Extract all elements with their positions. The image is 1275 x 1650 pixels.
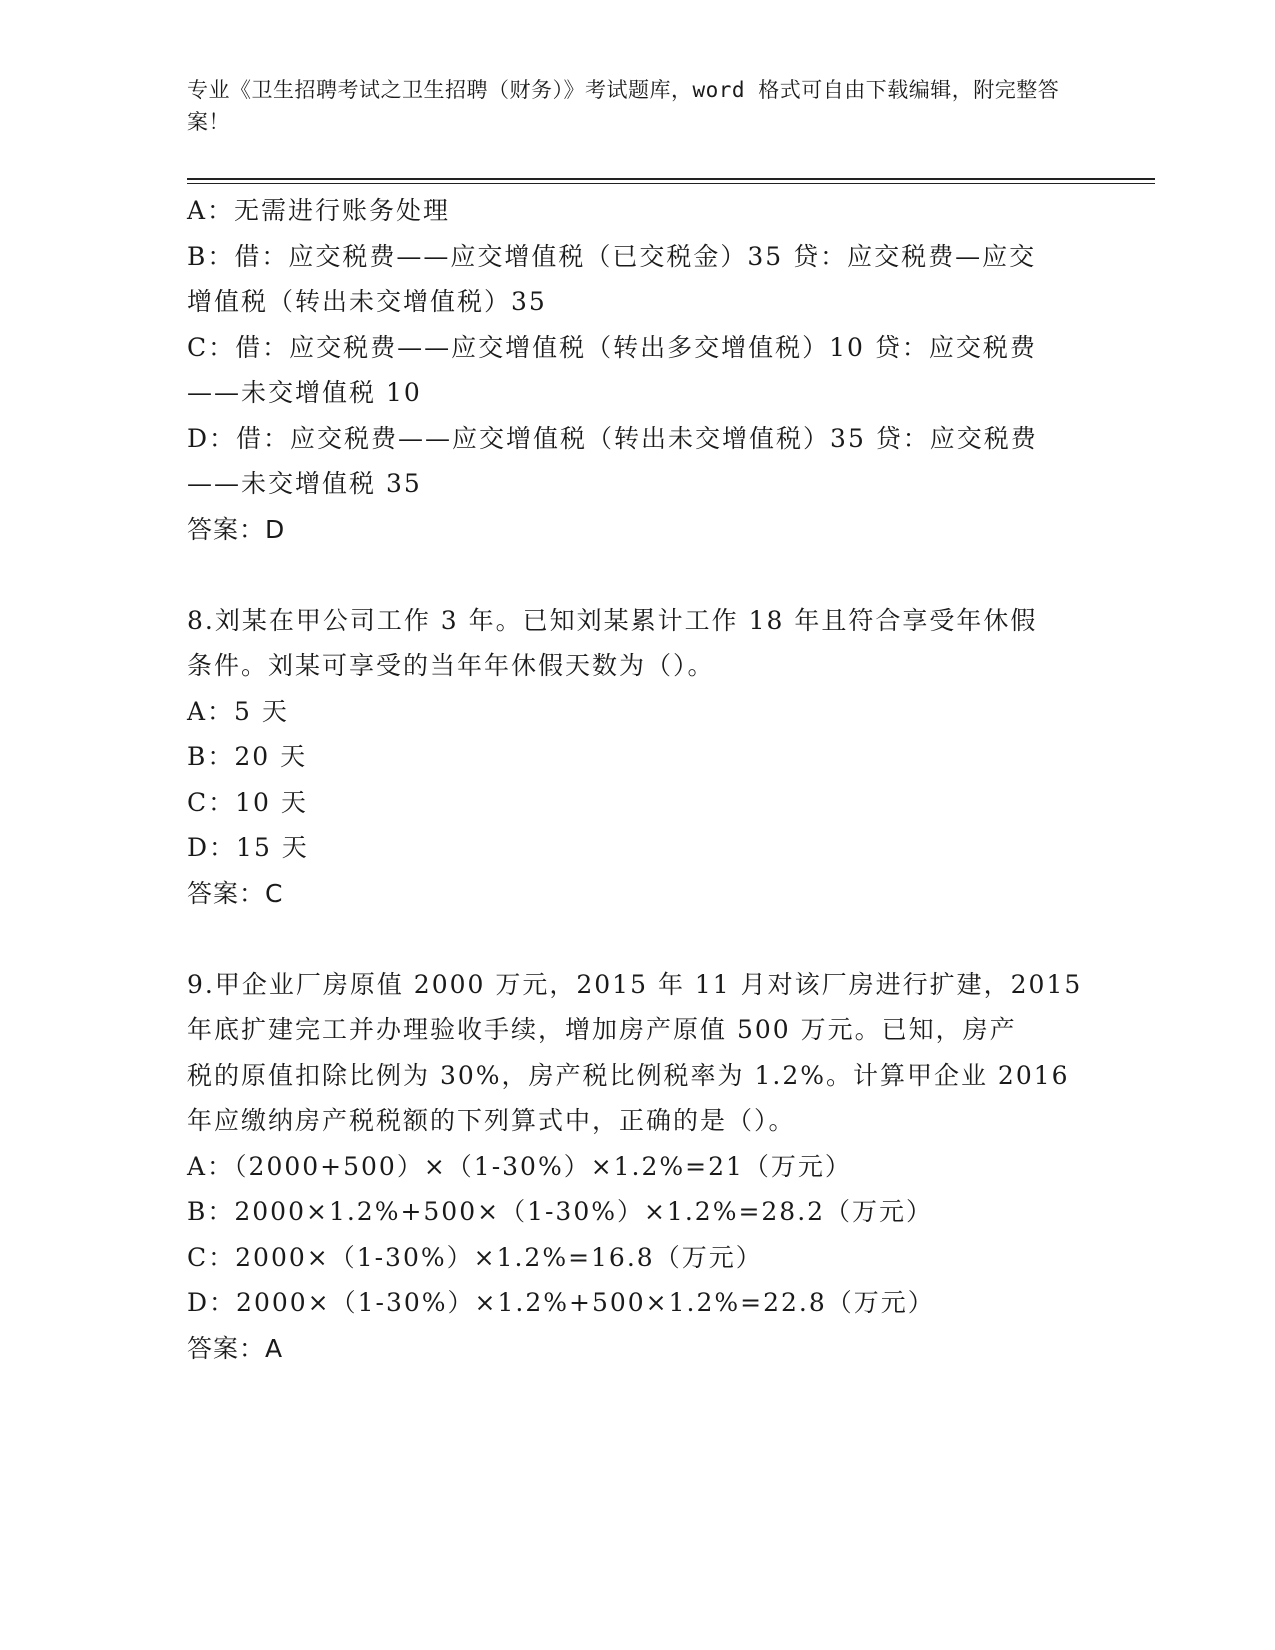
q7-option-b-line1: B：借：应交税费——应交增值税（已交税金）35 贷：应交税费—应交 [187, 241, 1037, 271]
q9-stem-line2: 年底扩建完工并办理验收手续，增加房产原值 500 万元。已知，房产 [187, 1015, 1017, 1044]
q7-option-c-line2: ——未交增值税 10 [187, 378, 422, 407]
q9-option-d: D：2000×（1-30%）×1.2%+500×1.2%=22.8（万元） [187, 1288, 935, 1317]
q9-option-a: A：（2000+500）×（1-30%）×1.2%=21（万元） [187, 1151, 852, 1181]
q7-option-d-line1: D：借：应交税费——应交增值税（转出未交增值税）35 贷：应交税费 [187, 423, 1038, 453]
q8-option-d: D：15 天 [187, 833, 309, 862]
q8-option-b: B：20 天 [187, 742, 308, 771]
q8-option-a: A：5 天 [187, 696, 289, 726]
q7-option-a: A：无需进行账务处理 [187, 196, 451, 225]
q7-option-c-line1: C：借：应交税费——应交增值税（转出多交增值税）10 贷：应交税费 [187, 332, 1037, 362]
q9-stem-line3: 税的原值扣除比例为 30%，房产税比例税率为 1.2%。计算甲企业 2016 [187, 1060, 1070, 1090]
q9-answer: 答案：A [187, 1333, 284, 1363]
header-rule-thin [187, 183, 1155, 184]
document-body [187, 188, 1087, 1371]
q8-stem-line2: 条件。刘某可享受的当年年休假天数为（）。 [187, 651, 715, 680]
spacer [187, 552, 1087, 598]
document-header: 专业《卫生招聘考试之卫生招聘（财务）》考试题库，word 格式可自由下载编辑，附完整答案！ [187, 78, 1060, 134]
q8-answer: 答案：C [187, 878, 284, 908]
header-rule-thick [187, 178, 1155, 180]
q8-stem-line1: 8.刘某在甲公司工作 3 年。已知刘某累计工作 18 年且符合享受年休假 [187, 605, 1038, 635]
q8-option-c: C：10 天 [187, 787, 308, 817]
q9-stem-line1: 9.甲企业厂房原值 2000 万元，2015 年 11 月对该厂房进行扩建，2015 [187, 969, 1083, 999]
q9-stem-line4: 年应缴纳房产税税额的下列算式中，正确的是（）。 [187, 1106, 796, 1135]
q7-option-b-line2: 增值税（转出未交增值税）35 [187, 287, 547, 316]
spacer [187, 916, 1087, 962]
q9-option-c: C：2000×（1-30%）×1.2%=16.8（万元） [187, 1242, 763, 1272]
q9-option-b: B：2000×1.2%+500×（1-30%）×1.2%=28.2（万元） [187, 1197, 934, 1226]
q7-option-d-line2: ——未交增值税 35 [187, 469, 422, 498]
q7-answer: 答案：D [187, 514, 286, 544]
